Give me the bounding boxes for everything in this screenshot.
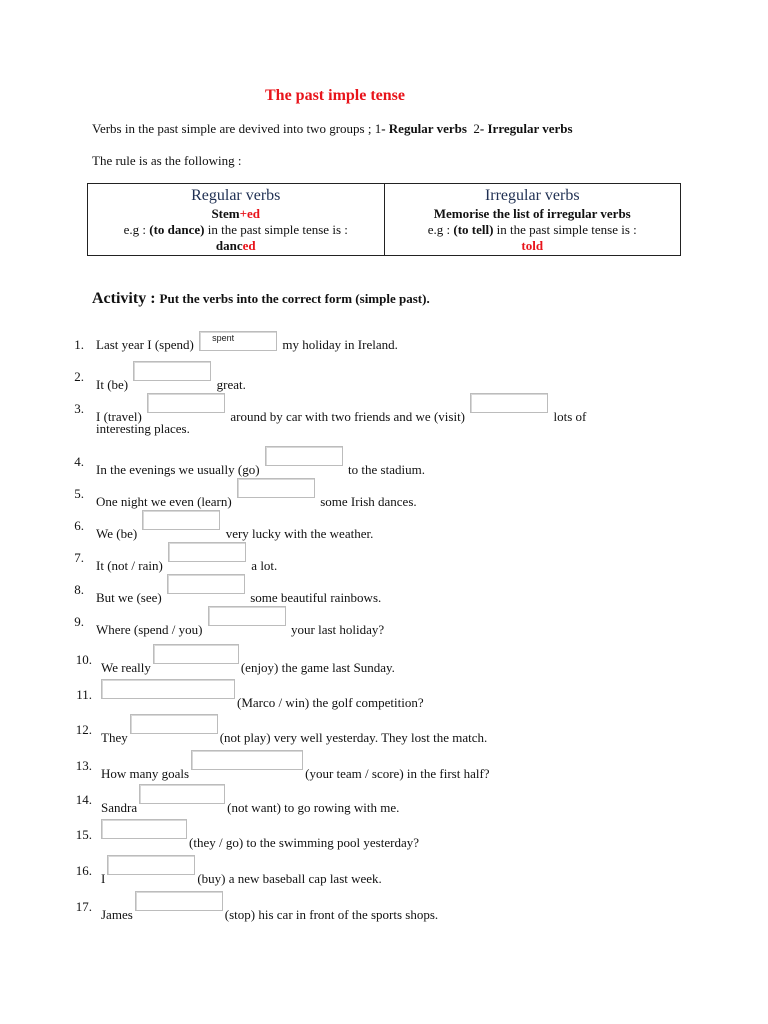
item-number: 16.: [75, 863, 92, 878]
item-prompt-after: (not play) very well yesterday. They lost the match.: [219, 730, 488, 745]
list-item: [101, 899, 438, 923]
item-number: 1.: [74, 337, 84, 352]
answer-input-2[interactable]: [470, 393, 548, 413]
item-prompt: I: [101, 871, 106, 886]
item-prompt: It (not / rain): [96, 558, 163, 573]
item-number: 10.: [75, 652, 92, 667]
irregular-eg-rest: in the past simple tense is :: [493, 222, 637, 237]
answer-input[interactable]: [153, 644, 239, 664]
item-number: 12.: [75, 722, 92, 737]
list-item: [96, 550, 277, 574]
answer-input[interactable]: [101, 679, 235, 699]
item-prompt-after: (your team / score) in the first half?: [305, 766, 490, 781]
intro-paragraph: [92, 121, 573, 137]
item-prompt: Last year I (spend): [96, 337, 194, 352]
item-number: 8.: [74, 582, 84, 597]
list-item: [96, 518, 373, 542]
item-prompt-after: my holiday in Ireland.: [282, 337, 398, 352]
item-number: 6.: [74, 518, 84, 533]
list-item: [96, 614, 384, 638]
irregular-eg-prefix: e.g :: [427, 222, 454, 237]
rule-text: The rule is as the following :: [92, 153, 242, 168]
item-prompt: We really: [101, 660, 151, 675]
intro-sep: 2: [466, 121, 480, 136]
answer-input[interactable]: [167, 574, 245, 594]
irregular-memorise: Memorise the list of irregular verbs: [433, 206, 631, 221]
activity-label: Activity :: [92, 290, 160, 307]
item-number: 2.: [74, 369, 84, 384]
irregular-verbs-cell: [384, 184, 681, 256]
answer-input[interactable]: [133, 361, 211, 381]
answer-input[interactable]: [237, 478, 315, 498]
verbs-table: [87, 183, 681, 256]
answer-input[interactable]: [142, 510, 220, 530]
item-prompt-after: very lucky with the weather.: [225, 526, 374, 541]
item-number: 5.: [74, 486, 84, 501]
item-prompt-after: (they / go) to the swimming pool yesterday?: [189, 835, 419, 850]
regular-result-suffix: ed: [242, 238, 256, 253]
list-item: [96, 333, 398, 359]
item-prompt: I (travel): [96, 409, 142, 424]
item-prompt: James: [101, 907, 133, 922]
activity-heading: [92, 290, 430, 308]
item-prompt: Sandra: [101, 800, 138, 815]
item-number: 3.: [74, 401, 84, 416]
regular-verbs-cell: [88, 184, 385, 256]
list-item: [96, 582, 381, 606]
item-prompt-after: lots of: [553, 409, 587, 424]
regular-eg-verb: (to dance): [149, 222, 205, 237]
item-prompt: Where (spend / you): [96, 622, 203, 637]
answer-input[interactable]: [168, 542, 246, 562]
intro-group-2: - Irregular verbs: [479, 121, 573, 136]
item-number: 15.: [75, 827, 92, 842]
regular-eg-prefix: e.g :: [123, 222, 150, 237]
irregular-result: told: [521, 238, 544, 253]
answer-input[interactable]: [191, 750, 303, 770]
answer-input[interactable]: [265, 446, 343, 466]
answer-input[interactable]: [135, 891, 223, 911]
item-prompt-after: (enjoy) the game last Sunday.: [240, 660, 395, 675]
answer-input[interactable]: [208, 606, 286, 626]
item-prompt-mid: around by car with two friends and we (visit): [230, 409, 466, 424]
item-prompt-after: (stop) his car in front of the sports shops.: [224, 907, 439, 922]
item-prompt-after: your last holiday?: [291, 622, 385, 637]
item-prompt: In the evenings we usually (go): [96, 462, 260, 477]
item-prompt: We (be): [96, 526, 138, 541]
item-prompt: One night we even (learn): [96, 494, 232, 509]
list-item: [101, 722, 487, 746]
irregular-heading: Irregular verbs: [484, 187, 580, 204]
item-prompt-after: (not want) to go rowing with me.: [227, 800, 400, 815]
item-prompt: How many goals: [101, 766, 190, 781]
answer-input[interactable]: [147, 393, 225, 413]
list-item: [101, 758, 490, 782]
item-prompt-after: to the stadium.: [348, 462, 425, 477]
item-prompt-after: a lot.: [251, 558, 278, 573]
item-prompt-after: some beautiful rainbows.: [250, 590, 382, 605]
list-item: [96, 454, 425, 478]
list-item: [99, 827, 419, 851]
list-item: [96, 369, 246, 393]
item-prompt: They: [101, 730, 128, 745]
item-number: 17.: [75, 899, 92, 914]
irregular-eg-verb: (to tell): [453, 222, 494, 237]
intro-text: Verbs in the past simple are devived into two groups ; 1: [92, 121, 382, 136]
answer-input[interactable]: spent: [199, 331, 277, 351]
page-title: The past imple tense: [265, 87, 405, 104]
item-number: 14.: [75, 792, 92, 807]
regular-heading: Regular verbs: [191, 187, 281, 204]
answer-input[interactable]: [139, 784, 225, 804]
answer-input[interactable]: [130, 714, 218, 734]
list-item: [101, 792, 399, 816]
item-prompt-after: great.: [216, 377, 246, 392]
list-item: [96, 486, 417, 510]
item-continuation: interesting places.: [96, 421, 190, 436]
item-number: 9.: [74, 614, 84, 629]
answer-input[interactable]: [107, 855, 195, 875]
item-prompt-after: some Irish dances.: [320, 494, 417, 509]
list-item: [101, 863, 382, 887]
item-number: 4.: [74, 454, 84, 469]
item-prompt-after: (buy) a new baseball cap last week.: [197, 871, 382, 886]
item-prompt: It (be): [96, 377, 129, 392]
activity-instruction: Put the verbs into the correct form (simple past).: [159, 291, 430, 306]
regular-stem-suffix: +ed: [239, 206, 261, 221]
item-prompt-after: (Marco / win) the golf competition?: [237, 695, 424, 710]
item-number: 11.: [76, 687, 92, 702]
item-number: 7.: [74, 550, 84, 565]
list-item: [101, 652, 395, 676]
item-prompt: But we (see): [96, 590, 162, 605]
regular-eg-rest: in the past simple tense is :: [204, 222, 348, 237]
list-item: [99, 687, 424, 711]
item-number: 13.: [75, 758, 92, 773]
intro-group-1: - Regular verbs: [381, 121, 467, 136]
regular-result-stem: danc: [215, 238, 243, 253]
regular-stem: Stem: [211, 206, 240, 221]
answer-input[interactable]: [101, 819, 187, 839]
